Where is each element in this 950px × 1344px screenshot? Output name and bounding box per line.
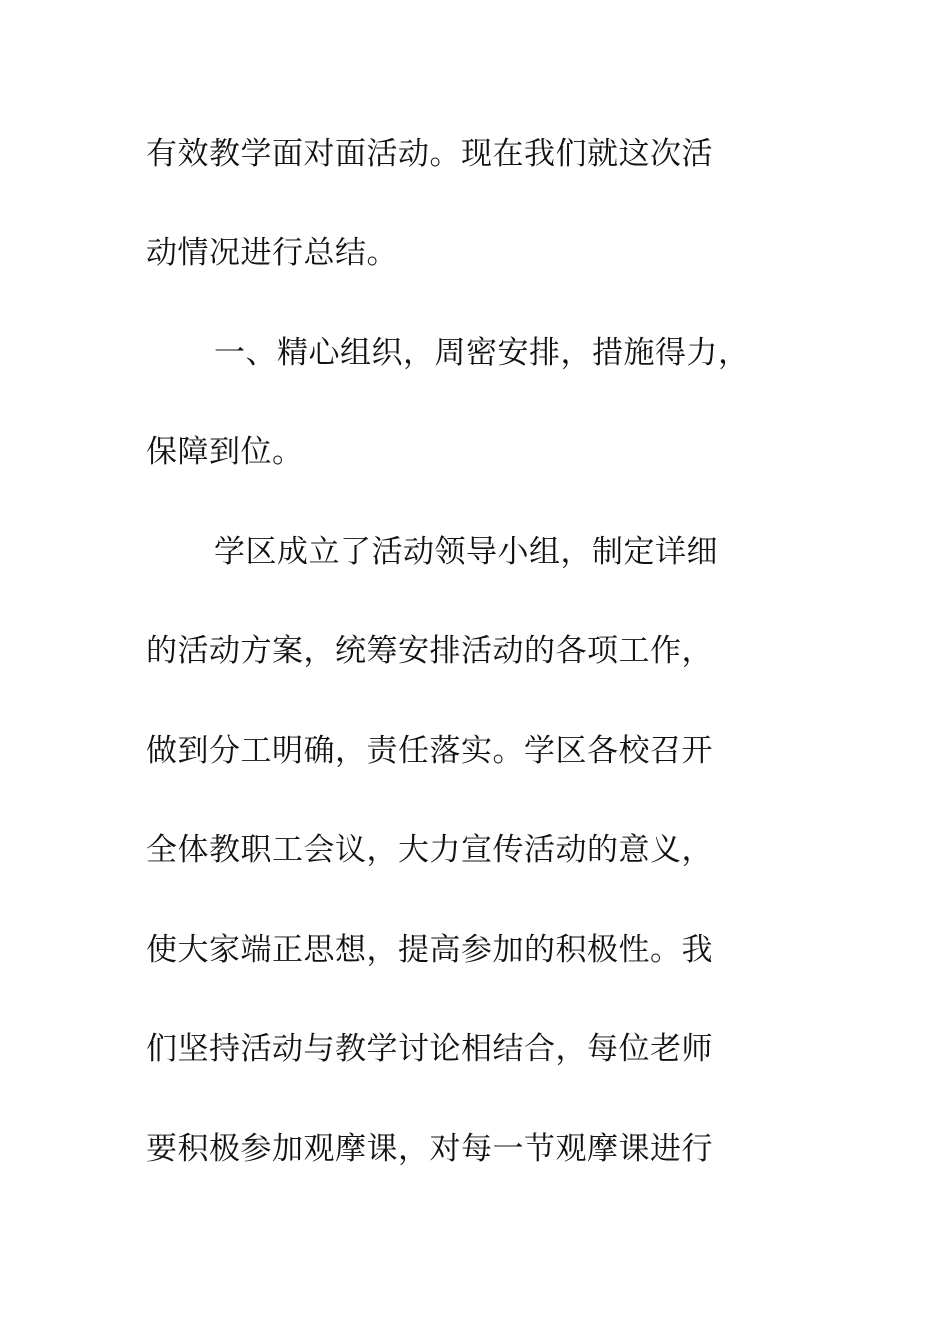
- text-line-1: 有效教学面对面活动。现在我们就这次活: [146, 136, 713, 172]
- paragraph-line-6: 们坚持活动与教学讨论相结合，每位老师: [146, 1031, 713, 1067]
- paragraph-line-5: 使大家端正思想，提高参加的积极性。我: [146, 932, 713, 968]
- paragraph-line-3: 做到分工明确，责任落实。学区各校召开: [146, 733, 713, 769]
- section-heading-1-cont: 保障到位。: [146, 434, 304, 470]
- section-heading-1: 一、精心组织，周密安排，措施得力，: [214, 335, 750, 371]
- text-line-2: 动情况进行总结。: [146, 235, 398, 271]
- paragraph-line-2: 的活动方案，统筹安排活动的各项工作，: [146, 633, 713, 669]
- paragraph-line-7: 要积极参加观摩课，对每一节观摩课进行: [146, 1131, 713, 1167]
- paragraph-line-4: 全体教职工会议，大力宣传活动的意义，: [146, 832, 713, 868]
- paragraph-line-1: 学区成立了活动领导小组，制定详细: [214, 534, 718, 570]
